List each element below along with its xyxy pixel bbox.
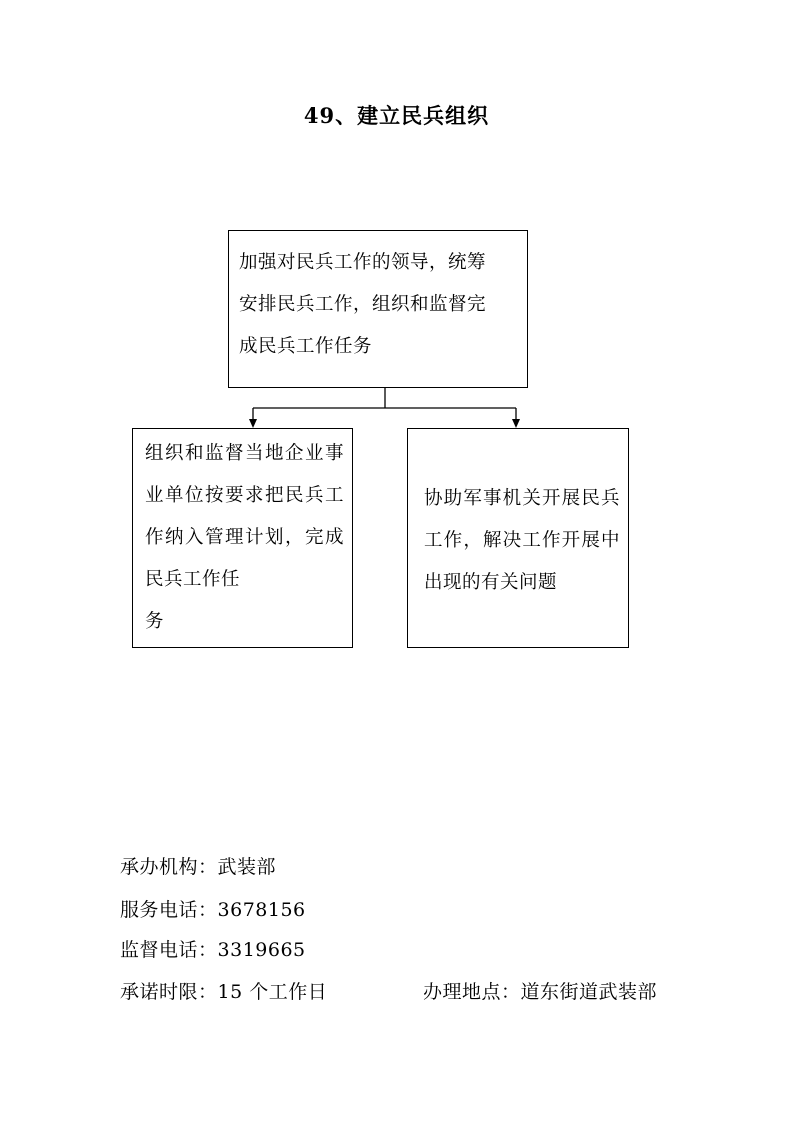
time-limit-label: 承诺时限： xyxy=(120,981,218,1003)
flow-box-right xyxy=(407,428,629,648)
service-phone-label: 服务电话： xyxy=(120,899,218,921)
flow-box-left-text: 组织和监督当地企业事业单位按要求把民兵工作纳入管理计划，完成民兵工作任 xyxy=(145,443,344,590)
flow-box-left-last: 务 xyxy=(145,611,165,632)
agency-label: 承办机构： xyxy=(120,856,218,878)
agency-row xyxy=(120,852,276,879)
flow-box-top-line3: 成民兵工作任务 xyxy=(239,336,373,357)
service-phone-value: 3678156 xyxy=(217,899,306,921)
supervise-phone-label: 监督电话： xyxy=(120,939,218,961)
flow-box-top-line2: 安排民兵工作，组织和监督完 xyxy=(239,294,487,315)
flow-box-left xyxy=(132,428,353,648)
flow-box-top-line1: 加强对民兵工作的领导，统筹 xyxy=(239,252,487,273)
time-limit-row xyxy=(120,977,327,1004)
arrowhead-left xyxy=(249,419,257,428)
supervise-phone-row xyxy=(120,935,306,962)
page-title: 49、建立民兵组织 xyxy=(303,103,490,128)
arrowhead-right xyxy=(512,419,520,428)
location-row xyxy=(423,977,657,1004)
flow-box-right-text: 协助军事机关开展民兵工作，解决工作开展中出现的有关问题 xyxy=(424,488,620,593)
time-limit-value: 15 个工作日 xyxy=(217,981,328,1003)
agency-value: 武装部 xyxy=(217,856,277,878)
supervise-phone-value: 3319665 xyxy=(217,939,306,961)
location-label: 办理地点： xyxy=(423,981,521,1003)
location-value: 道东街道武装部 xyxy=(520,981,658,1003)
flow-box-top xyxy=(228,230,528,388)
service-phone-row xyxy=(120,895,306,922)
